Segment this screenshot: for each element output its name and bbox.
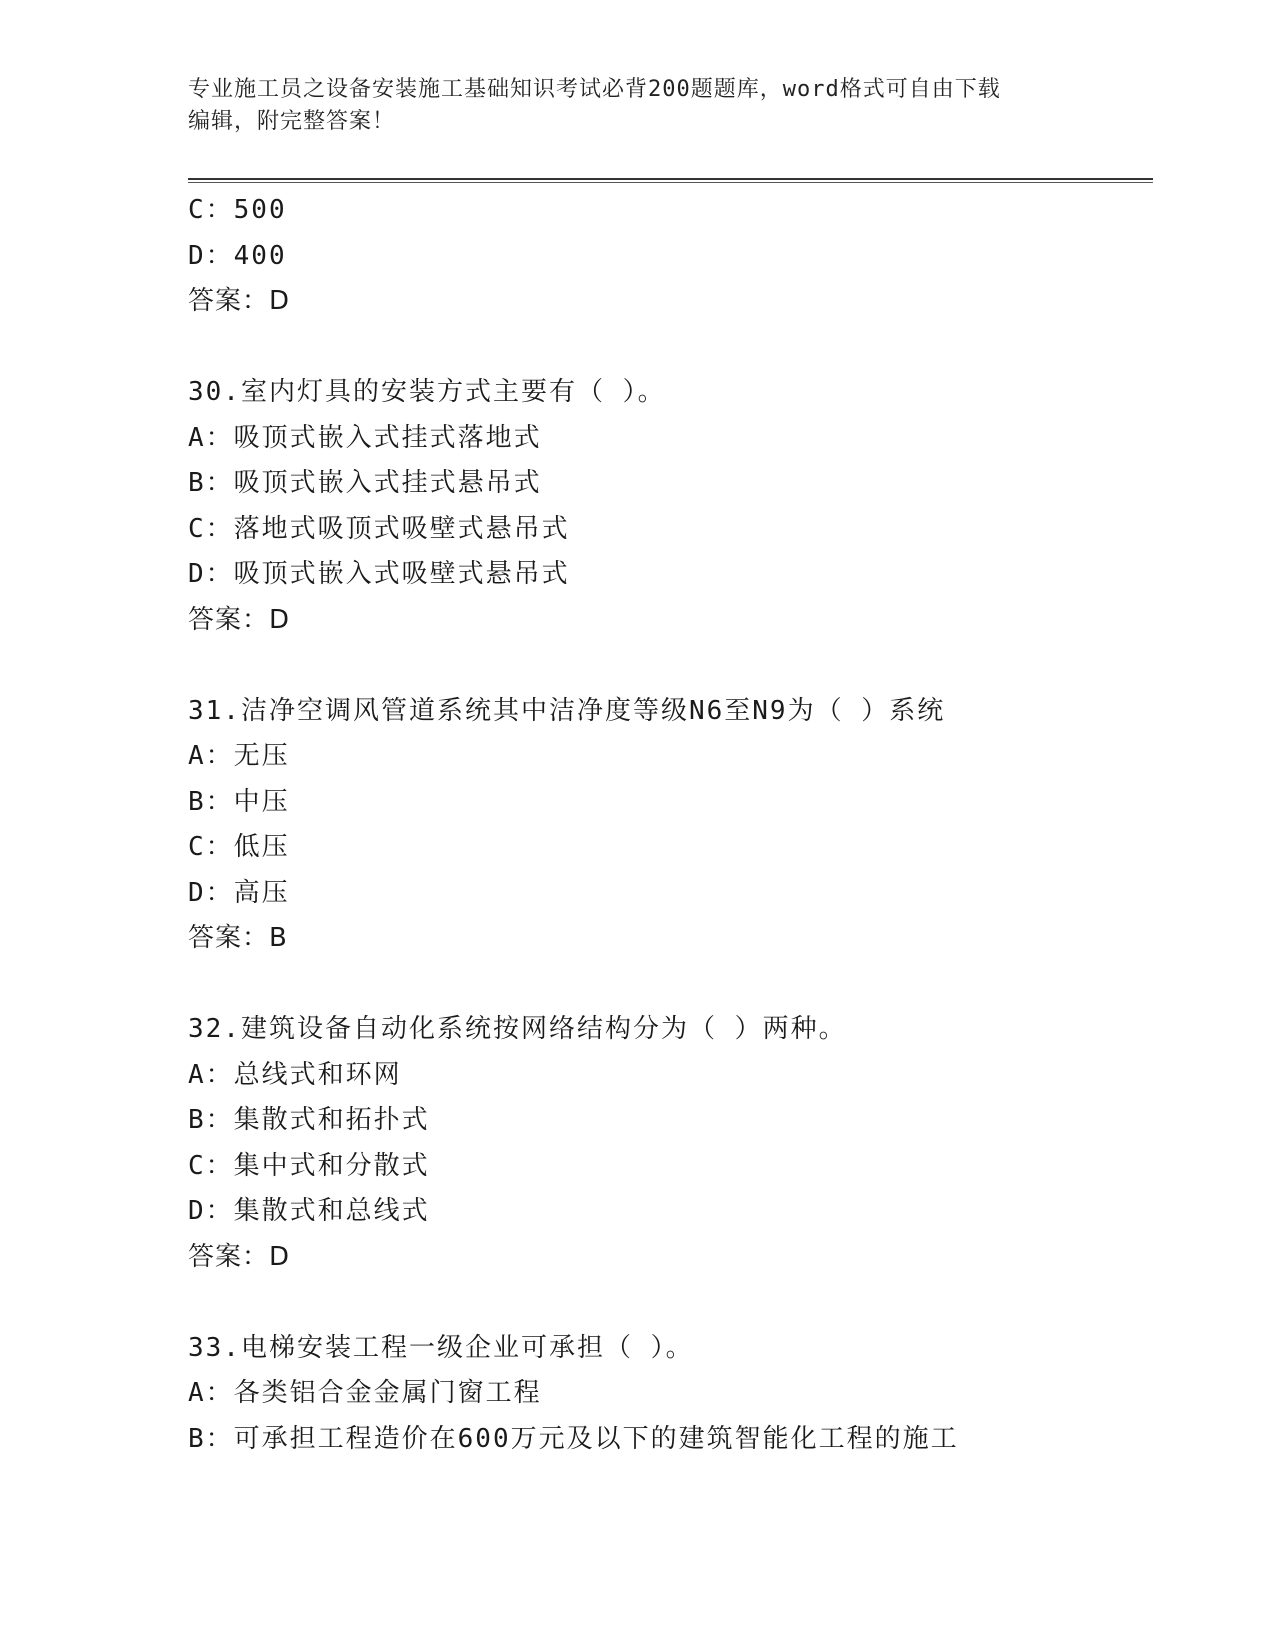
option-b: B：可承担工程造价在600万元及以下的建筑智能化工程的施工	[188, 1423, 959, 1454]
header-line-1: 专业施工员之设备安装施工基础知识考试必背200题题库，word格式可自由下载	[188, 77, 1001, 102]
option-d: D：400	[188, 240, 287, 271]
option-c: C：集中式和分散式	[188, 1150, 430, 1181]
option-a: A：无压	[188, 741, 290, 771]
option-d: D：集散式和总线式	[188, 1196, 430, 1226]
header-line-2: 编辑，附完整答案！	[188, 109, 396, 134]
spacer	[188, 962, 1148, 1008]
header-rule-thin	[188, 182, 1153, 183]
question-stem: 30.室内灯具的安装方式主要有（ ）。	[188, 377, 666, 407]
option-d: D：吸顶式嵌入式吸壁式悬吊式	[188, 559, 570, 589]
answer-line: 答案：B	[188, 923, 288, 953]
document-header	[188, 74, 1088, 138]
spacer	[188, 325, 1148, 371]
option-b: B：集散式和拓扑式	[188, 1105, 430, 1135]
question-list	[188, 188, 1148, 1462]
header-rule-thick	[188, 178, 1153, 180]
answer-line: 答案：D	[188, 1241, 291, 1272]
spacer	[188, 643, 1148, 689]
spacer	[188, 1280, 1148, 1326]
question-stem: 33.电梯安装工程一级企业可承担（ ）。	[188, 1332, 694, 1363]
option-c: C：低压	[188, 832, 290, 862]
option-b: B：中压	[188, 786, 290, 817]
option-c: C：落地式吸顶式吸壁式悬吊式	[188, 513, 570, 544]
option-b: B：吸顶式嵌入式挂式悬吊式	[188, 468, 542, 498]
question-stem: 31.洁净空调风管道系统其中洁净度等级N6至N9为（ ）系统	[188, 695, 946, 726]
option-a: A：吸顶式嵌入式挂式落地式	[188, 422, 542, 453]
option-a: A：各类铝合金金属门窗工程	[188, 1378, 542, 1408]
answer-line: 答案：D	[188, 604, 291, 635]
option-c: C：500	[188, 195, 287, 225]
option-a: A：总线式和环网	[188, 1059, 402, 1090]
option-d: D：高压	[188, 877, 290, 908]
question-stem: 32.建筑设备自动化系统按网络结构分为（ ）两种。	[188, 1014, 847, 1044]
answer-line: 答案：D	[188, 286, 291, 316]
